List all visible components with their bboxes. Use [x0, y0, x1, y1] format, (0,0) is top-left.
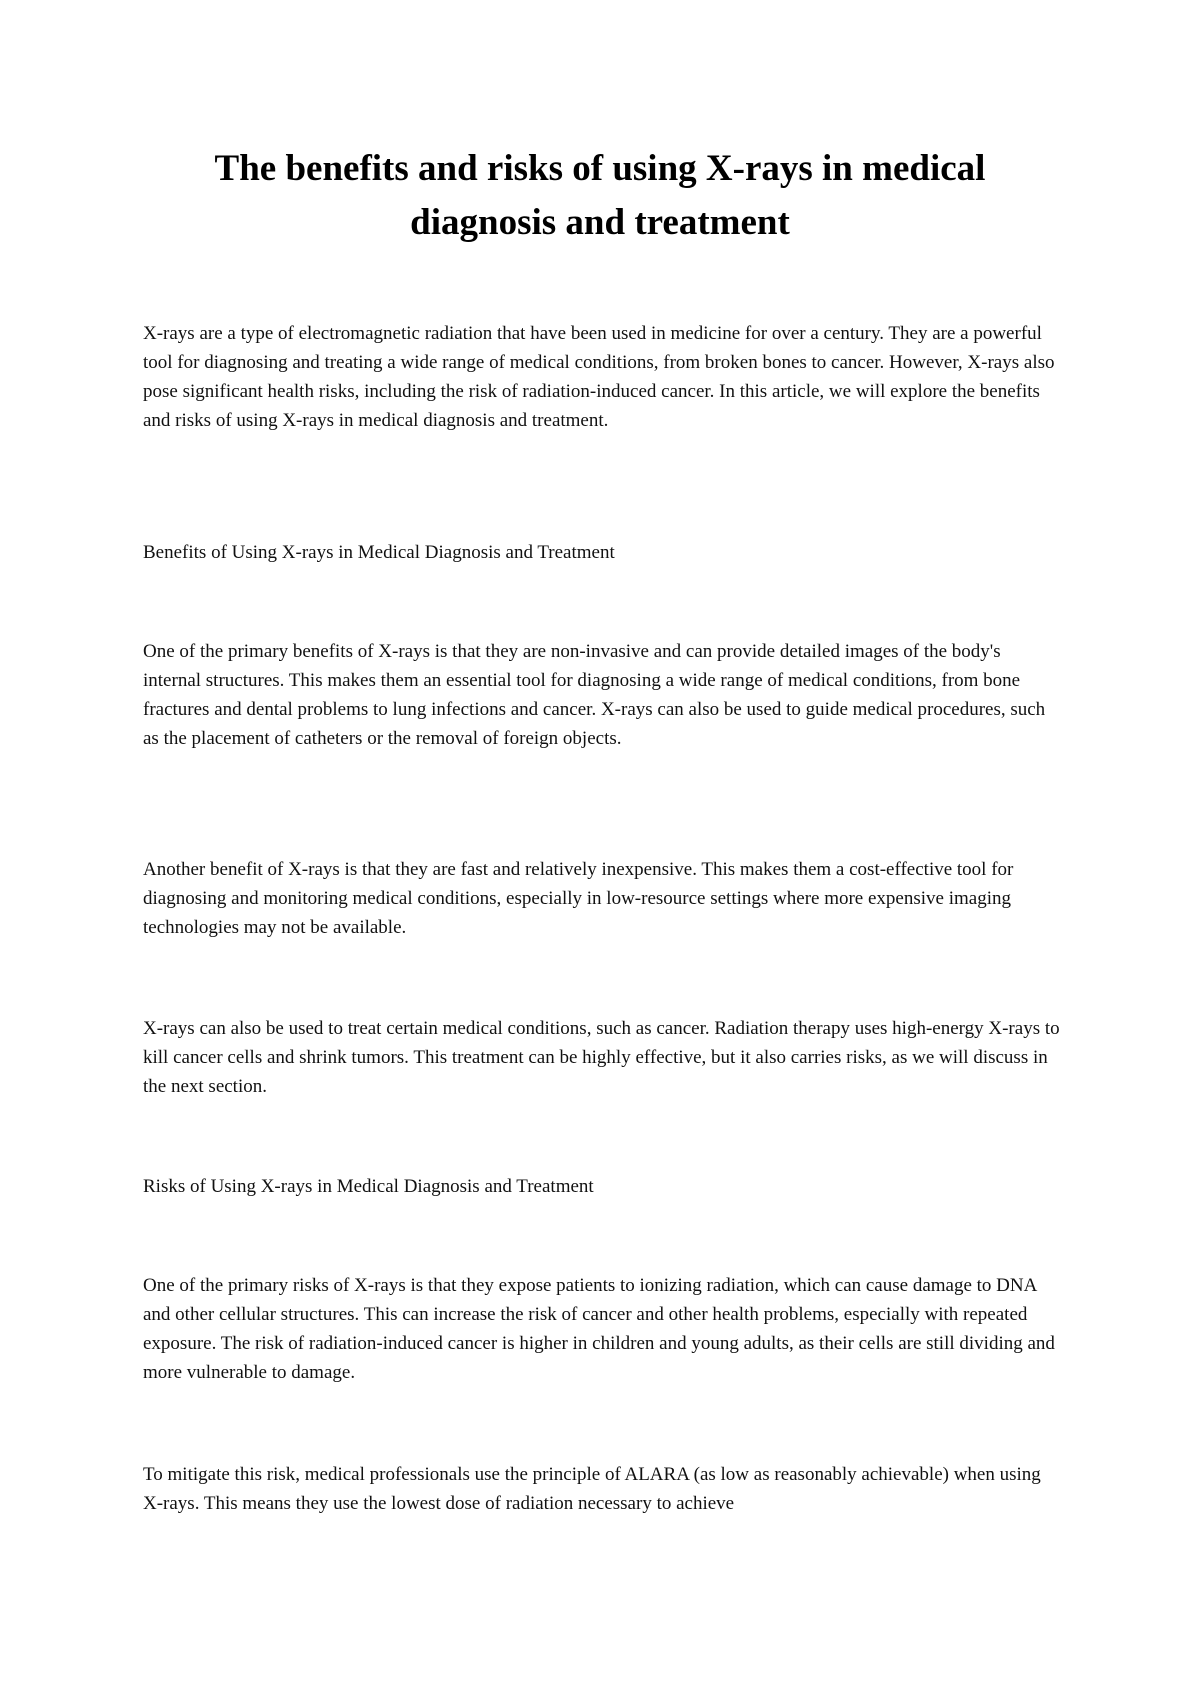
- document-title: The benefits and risks of using X-rays in medical diagnosis and treatment: [214, 148, 986, 243]
- risks-paragraph-2: To mitigate this risk, medical professionals use the principle of ALARA (as low as reasonably achievable) when using X-rays. This means they use the lowest dose of radiation necessary to achieve: [143, 1464, 1041, 1514]
- benefits-heading: Benefits of Using X-rays in Medical Diagnosis and Treatment: [143, 542, 615, 563]
- benefits-paragraph-2: Another benefit of X-rays is that they are fast and relatively inexpensive. This makes them a cost-effective tool for diagnosing and monitoring medical conditions, especially in low-resource settings where more expensive imaging technologies may not be available.: [143, 859, 1014, 938]
- benefits-paragraph-3: X-rays can also be used to treat certain medical conditions, such as cancer. Radiation therapy uses high-energy X-rays to kill cancer cells and shrink tumors. This treatment can be highly effective, but it also carries risks, as we will discuss in the next section.: [143, 1018, 1060, 1097]
- benefits-paragraph-1: One of the primary benefits of X-rays is that they are non-invasive and can provide detailed images of the body's internal structures. This makes them an essential tool for diagnosing a wide range of medical conditions, from bone fractures and dental problems to lung infections and cancer. X-rays can also be used to guide medical procedures, such as the placement of catheters or the removal of foreign objects.: [143, 641, 1046, 749]
- risks-paragraph-1: One of the primary risks of X-rays is that they expose patients to ionizing radiation, which can cause damage to DNA and other cellular structures. This can increase the risk of cancer and other health problems, especially with repeated exposure. The risk of radiation-induced cancer is higher in children and young adults, as their cells are still dividing and more vulnerable to damage.: [143, 1275, 1055, 1383]
- intro-paragraph: X-rays are a type of electromagnetic radiation that have been used in medicine for over a century. They are a powerful tool for diagnosing and treating a wide range of medical conditions, from broken bones to cancer. However, X-rays also pose significant health risks, including the risk of radiation-induced cancer. In this article, we will explore the benefits and risks of using X-rays in medical diagnosis and treatment.: [143, 323, 1055, 431]
- risks-heading: Risks of Using X-rays in Medical Diagnosis and Treatment: [143, 1176, 594, 1197]
